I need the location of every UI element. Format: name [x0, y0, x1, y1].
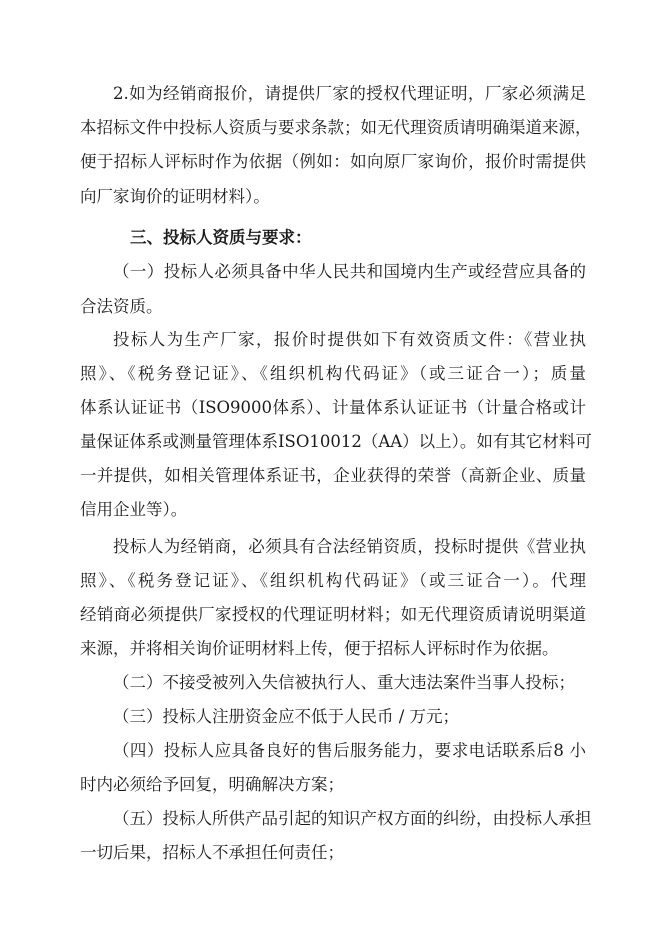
paragraph-line: 本招标文件中投标人资质与要求条款；如无代理资质请明确渠道来源， [80, 118, 592, 137]
paragraph-line: （四）投标人应具备良好的售后服务能力，要求电话联系后8 小 [113, 741, 586, 760]
paragraph-line: 向厂家询价的证明材料）。 [80, 187, 270, 206]
paragraph-line: 合法资质。 [80, 297, 163, 316]
paragraph-line: 2.如为经销商报价，请提供厂家的授权代理证明，厂家必须满足 [113, 84, 586, 103]
paragraph-line: 时内必须给予回复，明确解决方案； [80, 775, 344, 794]
paragraph-line: 投标人为经销商，必须具有合法经销资质，投标时提供《营业执 [113, 537, 586, 556]
paragraph-line: （三）投标人注册资金应不低于人民币 / 万元； [113, 707, 460, 726]
paragraph-line: 经销商必须提供厂家授权的代理证明材料；如无代理资质请说明渠道 [80, 605, 586, 624]
paragraph-line: 信用企业等）。 [80, 500, 188, 519]
paragraph-line: 便于招标人评标时作为依据（例如：如向原厂家询价，报价时需提供 [80, 152, 586, 171]
paragraph-line: 一并提供，如相关管理体系证书，企业获得的荣誉（高新企业、质量 [80, 466, 586, 485]
paragraph-line: 体系认证证书（ISO9000体系）、计量体系认证证书（计量合格或计 [80, 398, 586, 417]
section-heading: 三、投标人资质与要求： [130, 228, 312, 247]
paragraph-line: 投标人为生产厂家，报价时提供如下有效资质文件：《营业执 [113, 330, 586, 349]
paragraph-line: 一切后果，招标人不承担任何责任； [80, 843, 344, 862]
paragraph-line: 量保证体系或测量管理体系ISO10012（AA）以上）。如有其它材料可 [80, 432, 592, 451]
paragraph-line: 照》、《税务登记证》、《组织机构代码证》（或三证合一）；质量 [80, 364, 586, 383]
paragraph-line: （一）投标人必须具备中华人民共和国境内生产或经营应具备的 [113, 262, 586, 281]
paragraph-line: 照》、《税务登记证》、《组织机构代码证》（或三证合一）。代理 [80, 571, 586, 590]
paragraph-line: （五）投标人所供产品引起的知识产权方面的纠纷，由投标人承担 [113, 809, 592, 828]
paragraph-line: （二）不接受被列入失信被执行人、重大违法案件当事人投标； [113, 673, 575, 692]
paragraph-line: 来源，并将相关询价证明材料上传，便于招标人评标时作为依据。 [80, 639, 559, 658]
